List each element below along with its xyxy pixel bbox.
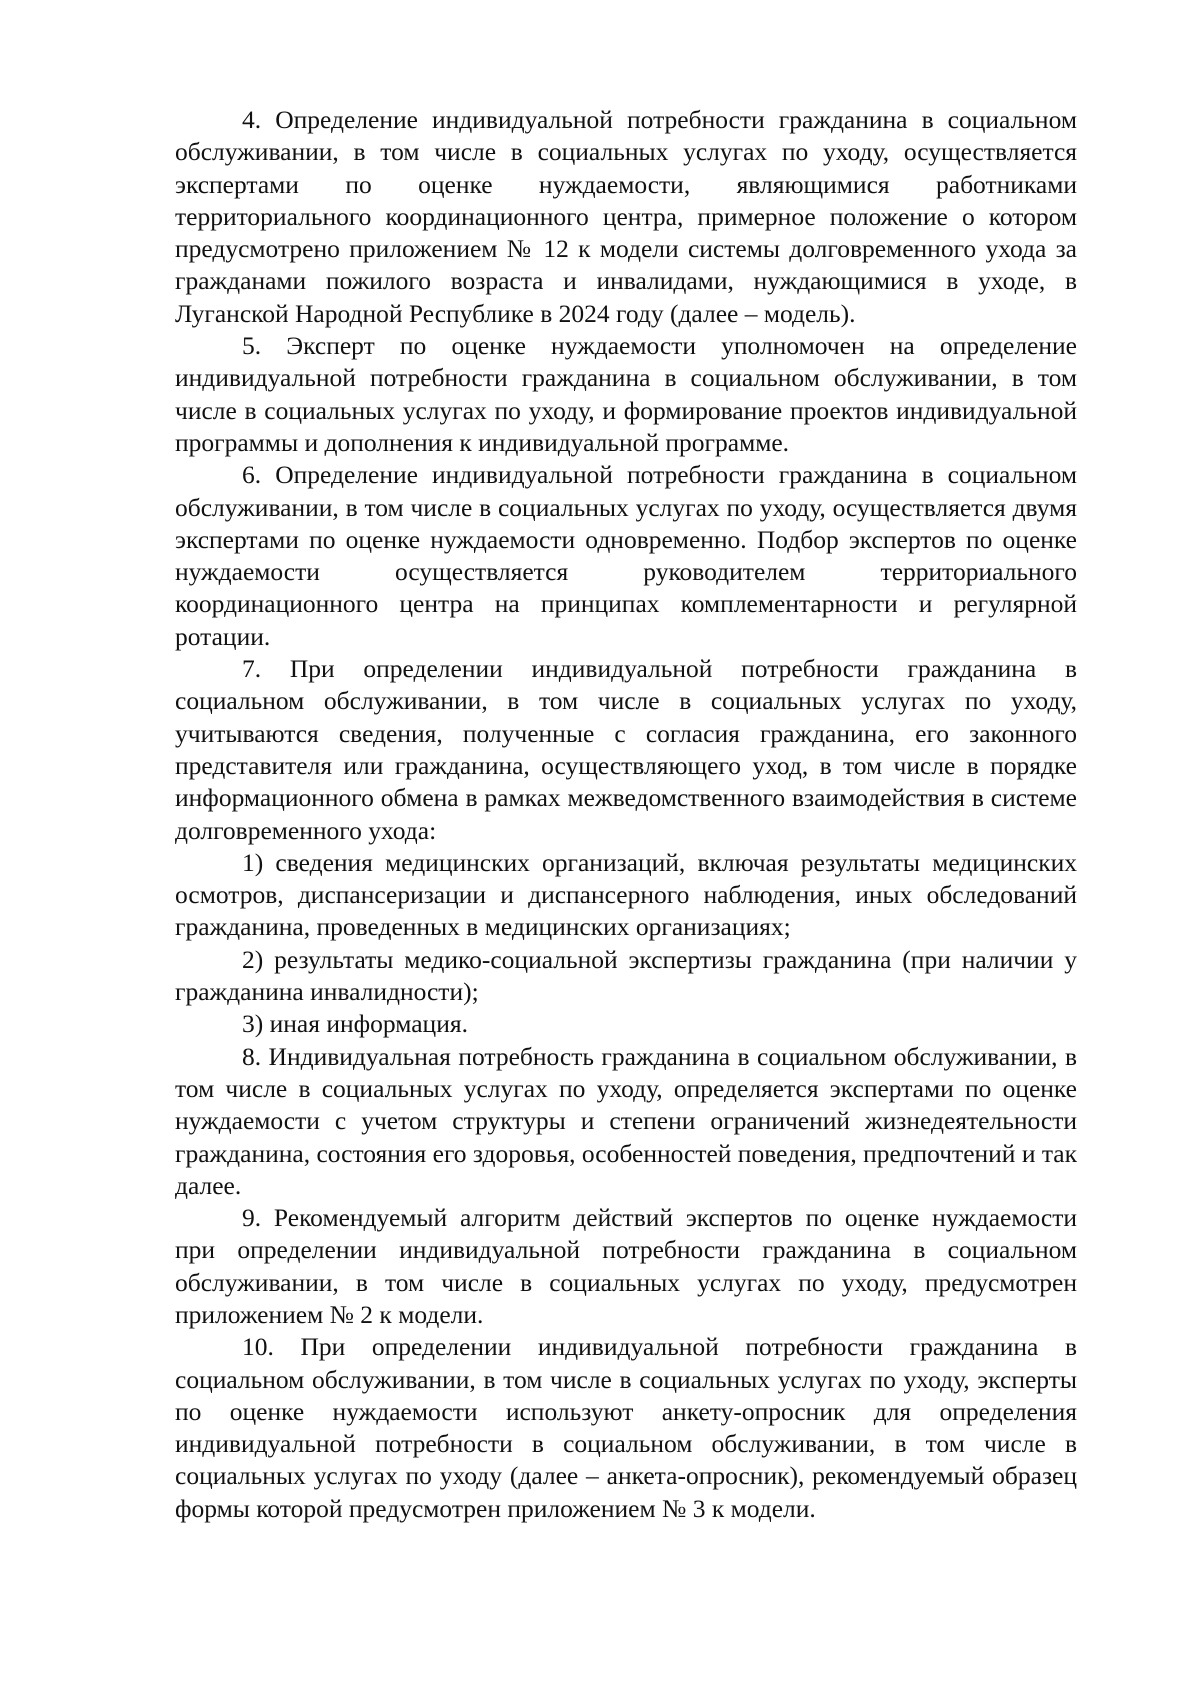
paragraph-item-10: 10. При определении индивидуальной потребности гражданина в социальном обслуживании, в том числе в социальных услугах по уходу, эксперты по оценке нуждаемости используют анкету-опросник для определения индивидуальной потребности в социальном обслуживании, в том числе в социальных услугах по уходу (далее – анкета-опросник), рекомендуемый образец формы которой предусмотрен приложением № 3 к модели. <box>175 1332 1077 1523</box>
paragraph-item-8: 8. Индивидуальная потребность гражданина в социальном обслуживании, в том числе в социальных услугах по уходу, определяется экспертами по оценке нуждаемости с учетом структуры и степени ограничений жизнедеятельности гражданина, состояния его здоровья, особенностей поведения, предпочтений и так далее. <box>175 1041 1078 1200</box>
paragraph-item-5: 5. Эксперт по оценке нуждаемости уполномочен на определение индивидуальной потребности гражданина в социальном обслуживании, в том числе в социальных услугах по уходу, и формирование проектов индивидуальной программы и дополнения к индивидуальной программе. <box>175 331 1077 457</box>
paragraph-item-4: 4. Определение индивидуальной потребности гражданина в социальном обслуживании, в том числе в социальных услугах по уходу, осуществляется экспертами по оценке нуждаемости, являющимися работниками территориального координационного центра, примерное положение о котором предусмотрено приложением № 12 к модели системы долговременного ухода за гражданами пожилого возраста и инвалидами, нуждающимися в уходе, в Луганской Народной Республике в 2024 году (далее – модель). <box>175 105 1077 328</box>
paragraph-item-9: 9. Рекомендуемый алгоритм действий экспертов по оценке нуждаемости при определении индивидуальной потребности гражданина в социальном обслуживании, в том числе в социальных услугах по уходу, предусмотрен приложением № 2 к модели. <box>175 1203 1077 1329</box>
paragraph-item-7: 7. При определении индивидуальной потребности гражданина в социальном обслуживании, в том числе в социальных услугах по уходу, учитываются сведения, полученные с согласия гражданина, его законного представителя или гражданина, осуществляющего уход, в том числе в порядке информационного обмена в рамках межведомственного взаимодействия в системе долговременного ухода: <box>175 654 1077 845</box>
document-page <box>175 104 1077 1525</box>
paragraph-subitem-2: 2) результаты медико-социальной экспертизы гражданина (при наличии у гражданина инвалидности); <box>175 944 1077 1007</box>
paragraph-subitem-1: 1) сведения медицинских организаций, включая результаты медицинских осмотров, диспансеризации и диспансерного наблюдения, иных обследований гражданина, проведенных в медицинских организациях; <box>175 847 1077 942</box>
paragraph-item-6: 6. Определение индивидуальной потребности гражданина в социальном обслуживании, в том числе в социальных услугах по уходу, осуществляется двумя экспертами по оценке нуждаемости одновременно. Подбор экспертов по оценке нуждаемости осуществляется руководителем территориального координационного центра на принципах комплементарности и регулярной ротации. <box>175 460 1077 651</box>
paragraph-subitem-3: 3) иная информация. <box>242 1009 468 1039</box>
